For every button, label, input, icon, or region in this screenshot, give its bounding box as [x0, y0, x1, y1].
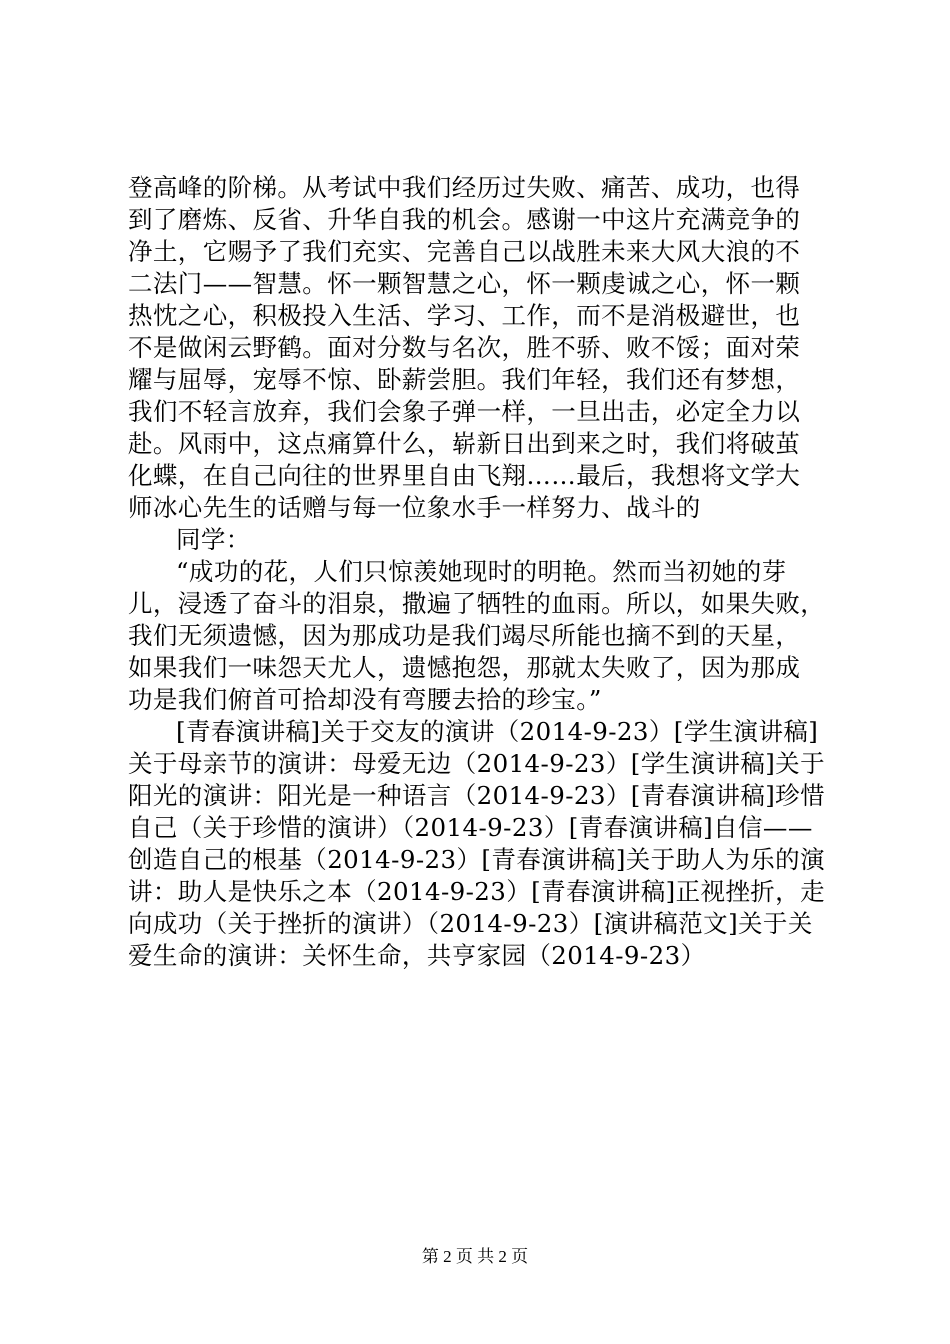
text-line: 阳光的演讲：阳光是一种语言（2014-9-23）[青春演讲稿]珍惜 [128, 781, 825, 810]
text-line: 讲：助人是快乐之本（2014-9-23）[青春演讲稿]正视挫折，走 [128, 877, 825, 906]
text-line: 净土，它赐予了我们充实、完善自己以战胜未来大风大浪的不 [128, 237, 801, 266]
paragraph-4-related-links [128, 716, 868, 972]
text-line: 到了磨炼、反省、升华自我的机会。感谢一中这片充满竞争的 [128, 205, 801, 234]
page-number-label: 第 2 页 共 2 页 [421, 1247, 529, 1266]
text-line: 如果我们一味怨天尤人，遗憾抱怨，那就太失败了，因为那成 [128, 653, 801, 682]
paragraph-1 [128, 172, 868, 524]
text-line: 创造自己的根基（2014-9-23）[青春演讲稿]关于助人为乐的演 [128, 845, 825, 874]
text-line: 耀与屈辱，宠辱不惊、卧薪尝胆。我们年轻，我们还有梦想， [128, 365, 801, 394]
text-line: 向成功（关于挫折的演讲）（2014-9-23）[演讲稿范文]关于关 [128, 909, 813, 938]
text-line: 功是我们俯首可拾却没有弯腰去拾的珍宝。” [128, 685, 602, 714]
text-line: 登高峰的阶梯。从考试中我们经历过失败、痛苦、成功，也得 [128, 173, 801, 202]
text-line: “成功的花，人们只惊羡她现时的明艳。然而当初她的芽 [176, 557, 787, 586]
paragraph-3-quote [128, 556, 868, 716]
text-line: [青春演讲稿]关于交友的演讲（2014-9-23）[学生演讲稿] [176, 717, 819, 746]
paragraph-2 [128, 524, 868, 556]
text-line: 同学： [176, 525, 251, 554]
text-line: 爱生命的演讲：关怀生命，共亨家园（2014-9-23） [128, 941, 706, 970]
text-line: 师冰心先生的话赠与每一位象水手一样努力、战斗的 [128, 493, 701, 522]
text-line: 不是做闲云野鹤。面对分数与名次，胜不骄、败不馁；面对荣 [128, 333, 801, 362]
text-line: 我们无须遗憾，因为那成功是我们竭尽所能也摘不到的天星， [128, 621, 801, 650]
text-line: 我们不轻言放弃，我们会象子弹一样，一旦出击，必定全力以 [128, 397, 801, 426]
text-line: 化蝶，在自己向往的世界里自由飞翔……最后，我想将文学大 [128, 461, 801, 490]
document-body [128, 172, 868, 972]
text-line: 二法门——智慧。怀一颗智慧之心，怀一颗虔诚之心，怀一颗 [128, 269, 801, 298]
text-line: 自己（关于珍惜的演讲）（2014-9-23）[青春演讲稿]自信—— [128, 813, 813, 842]
text-line: 儿，浸透了奋斗的泪泉，撒遍了牺牲的血雨。所以，如果失败， [128, 589, 826, 618]
text-line: 热忱之心，积极投入生活、学习、工作，而不是消极避世，也 [128, 301, 801, 330]
text-line: 赴。风雨中，这点痛算什么，崭新日出到来之时，我们将破茧 [128, 429, 801, 458]
page-footer [0, 1242, 950, 1267]
text-line: 关于母亲节的演讲：母爱无边（2014-9-23）[学生演讲稿]关于 [128, 749, 825, 778]
